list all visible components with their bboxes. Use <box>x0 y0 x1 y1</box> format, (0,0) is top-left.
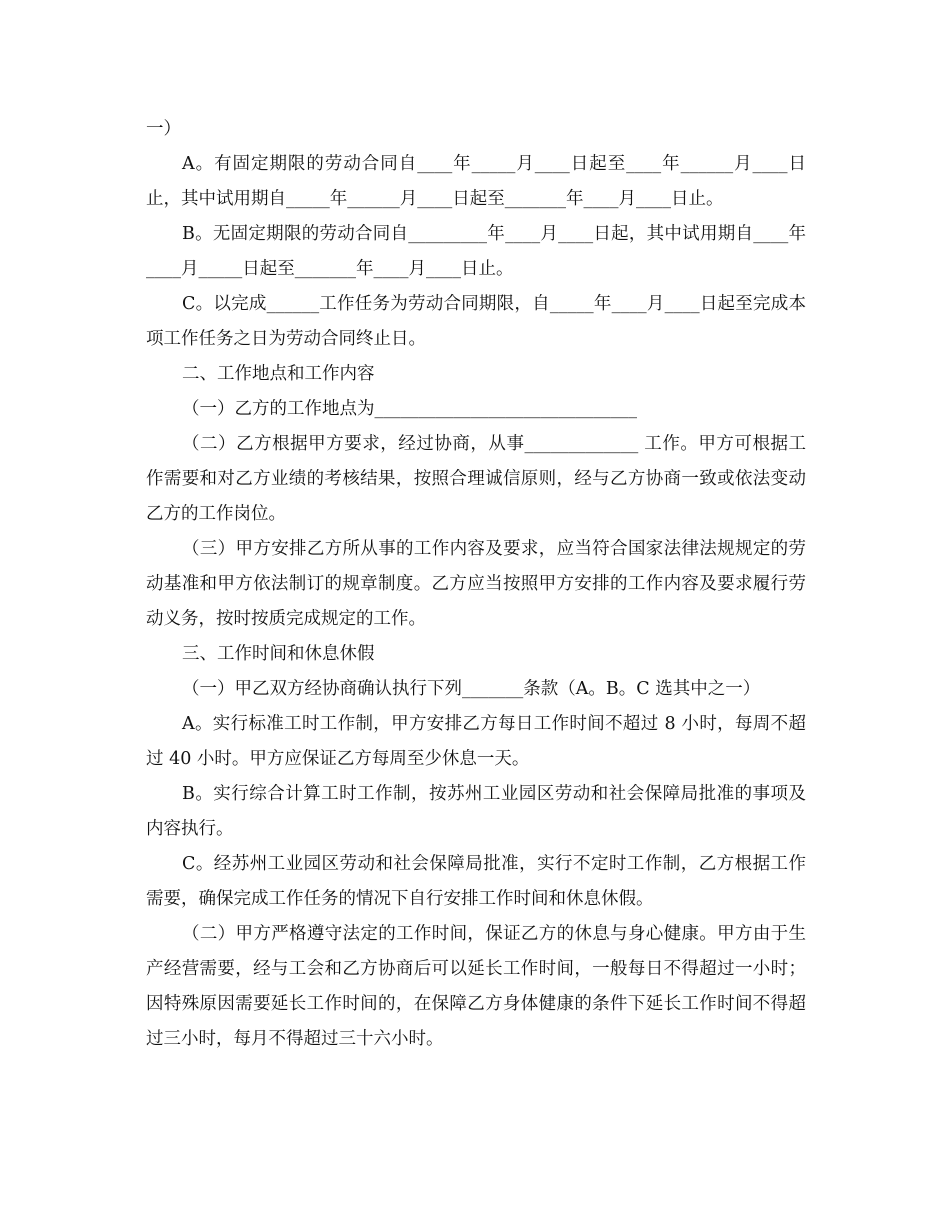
paragraph-flexible-hours: C。经苏州工业园区劳动和社会保障局批准，实行不定时工作制，乙方根据工作需要，确保完成工作任务的情况下自行安排工作时间和休息休假。 <box>146 854 806 909</box>
paragraph-work-requirements: （三）甲方安排乙方所从事的工作内容及要求，应当符合国家法律法规规定的劳动基准和甲方依法制订的规章制度。乙方应当按照甲方安排的工作内容及要求履行劳动义务，按时按质完成规定的工作。 <box>146 539 806 629</box>
paragraph-overtime-rules: （二）甲方严格遵守法定的工作时间，保证乙方的休息与身心健康。甲方由于生产经营需要，经与工会和乙方协商后可以延长工作时间，一般每日不得超过一小时；因特殊原因需要延长工作时间的，在保障乙方身体健康的条件下延长工作时间不得超过三小时，每月不得超过三十六小时。 <box>146 924 806 1049</box>
paragraph-comprehensive-hours: B。实行综合计算工时工作制，按苏州工业园区劳动和社会保障局批准的事项及内容执行。 <box>146 784 806 839</box>
paragraph-fixed-term-contract: A。有固定期限的劳动合同自____年_____月____日起至____年______月____日止，其中试用期自_____年______月____日起至_______年____月____日止。 <box>146 154 806 209</box>
paragraph-hours-option-select: （一）甲乙双方经协商确认执行下列_______条款（A。B。C 选其中之一） <box>182 679 761 699</box>
section-heading-working-hours: 三、工作时间和休息休假 <box>182 644 375 664</box>
paragraph-job-assignment: （二）乙方根据甲方要求，经过协商，从事_____________ 工作。甲方可根据工作需要和对乙方业绩的考核结果，按照合理诚信原则，经与乙方协商一致或依法变动乙方的工作岗位。 <box>146 434 806 524</box>
paragraph-open-ended-contract: B。无固定期限的劳动合同自_________年____月____日起，其中试用期自____年____月_____日起至_______年____月____日止。 <box>146 224 806 279</box>
paragraph-work-location: （一）乙方的工作地点为______________________________ <box>182 399 637 419</box>
document-page <box>146 112 806 1057</box>
section-heading-work-location: 二、工作地点和工作内容 <box>182 364 375 384</box>
paragraph-standard-hours: A。实行标准工时工作制，甲方安排乙方每日工作时间不超过 8 小时，每周不超过 40 小时。甲方应保证乙方每周至少休息一天。 <box>146 714 806 769</box>
paragraph-continuation: 一） <box>146 119 181 139</box>
paragraph-task-based-contract: C。以完成______工作任务为劳动合同期限，自_____年____月____日起至完成本项工作任务之日为劳动合同终止日。 <box>146 294 806 349</box>
